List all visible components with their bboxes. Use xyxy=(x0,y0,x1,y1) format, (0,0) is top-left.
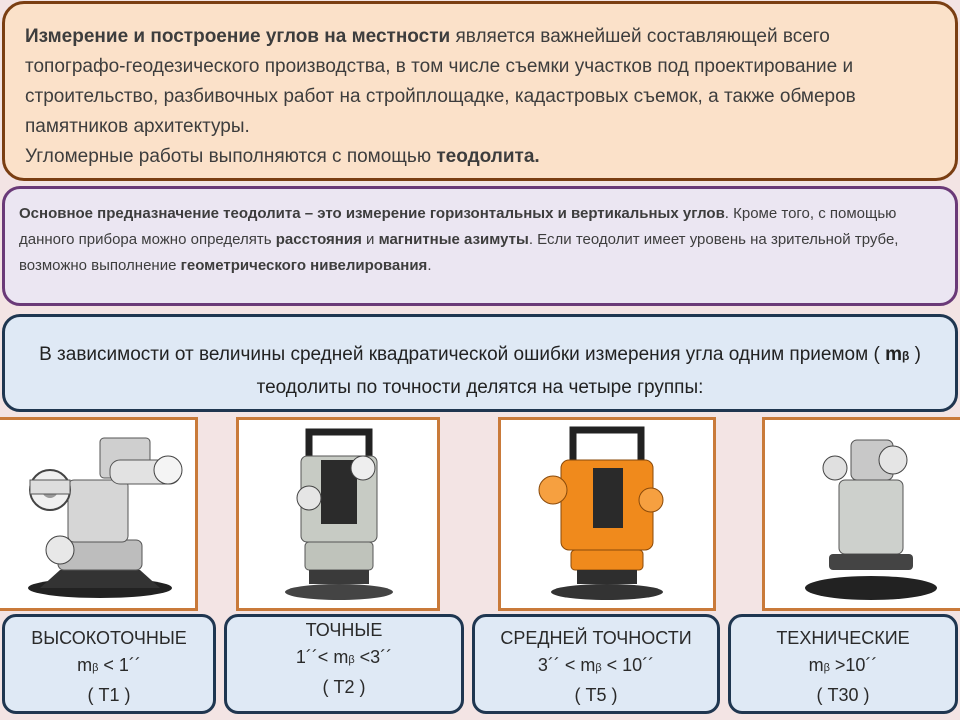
purpose-bold-lead: Основное предназначение теодолита – это измерение горизонтальных и вертикальных углов xyxy=(19,205,725,222)
intro-text: является важнейшей составляющей всего топографо-геодезического производства, в том числе съемки участков под проектирование и строительство, разбивочных работ на стройплощадке, кадастровых съемок, а также обмеров памятников архитектуры. xyxy=(25,26,856,137)
formula-pre: 3´´ < xyxy=(537,655,581,675)
formula-m: m xyxy=(77,655,93,675)
formula-sub: β xyxy=(595,662,602,674)
card-technical xyxy=(728,614,958,714)
purpose-text-and: и xyxy=(361,231,379,248)
card-title: СРЕДНЕЙ ТОЧНОСТИ xyxy=(500,628,692,648)
groups-text-1: В зависимости от величины средней квадратической ошибки измерения угла одним приемом ( xyxy=(39,344,886,365)
intro-box xyxy=(2,1,958,181)
card-title: ТЕХНИЧЕСКИЕ xyxy=(776,628,910,648)
card-high-precision xyxy=(2,614,216,714)
groups-box xyxy=(2,314,958,412)
formula-m: m xyxy=(333,647,349,667)
card-formula xyxy=(475,652,717,682)
formula-post: >10´´ xyxy=(829,655,878,675)
formula-post: <3´´ xyxy=(354,647,393,667)
intro-bold-end: теодолита. xyxy=(436,146,540,167)
formula-m: m xyxy=(808,655,824,675)
theodolite-t2-image xyxy=(239,420,437,608)
groups-symbol-sub: β xyxy=(901,349,910,363)
theodolite-t2-photo xyxy=(236,417,440,611)
purpose-text-1: . Кроме того, с помощью данного прибора можно определять xyxy=(19,205,897,248)
theodolite-t5-image xyxy=(501,420,713,608)
formula-post: < 10´´ xyxy=(601,655,655,675)
card-medium-precision xyxy=(472,614,720,714)
purpose-bold-distances: расстояния xyxy=(275,231,362,248)
formula-sub: β xyxy=(348,654,355,666)
card-code: ( Т30 ) xyxy=(816,685,870,705)
groups-symbol: m xyxy=(885,344,902,365)
card-precise xyxy=(224,614,464,714)
theodolite-t30-photo xyxy=(762,417,960,611)
theodolite-t1-photo xyxy=(0,417,198,611)
formula-pre: 1´´< xyxy=(295,647,334,667)
theodolite-t5-photo xyxy=(498,417,716,611)
purpose-text-2: . Если теодолит имеет уровень на зрительной трубе, возможно выполнение xyxy=(19,231,899,274)
formula-sub: β xyxy=(823,662,830,674)
groups-text-2: ) теодолиты по точности делятся на четыре группы: xyxy=(256,344,921,398)
card-formula xyxy=(227,644,461,674)
card-code: ( Т5 ) xyxy=(574,685,618,705)
card-title: ВЫСОКОТОЧНЫЕ xyxy=(31,628,187,648)
formula-m: m xyxy=(580,655,596,675)
card-formula xyxy=(731,652,955,682)
intro-bold-lead: Измерение и построение углов на местности xyxy=(25,26,451,47)
purpose-box xyxy=(2,186,958,306)
purpose-text-end: . xyxy=(427,257,432,274)
card-title: ТОЧНЫЕ xyxy=(305,620,383,640)
card-code: ( Т1 ) xyxy=(87,685,131,705)
purpose-bold-azimuths: магнитные азимуты xyxy=(378,231,529,248)
formula-sub: β xyxy=(92,662,99,674)
intro-text-2: Угломерные работы выполняются с помощью xyxy=(25,146,437,167)
card-formula xyxy=(5,652,213,682)
theodolite-t1-image xyxy=(0,420,198,608)
formula-post: < 1´´ xyxy=(98,655,141,675)
purpose-bold-leveling: геометрического нивелирования xyxy=(180,257,428,274)
theodolite-t30-image xyxy=(765,420,960,608)
card-code: ( Т2 ) xyxy=(322,677,366,697)
